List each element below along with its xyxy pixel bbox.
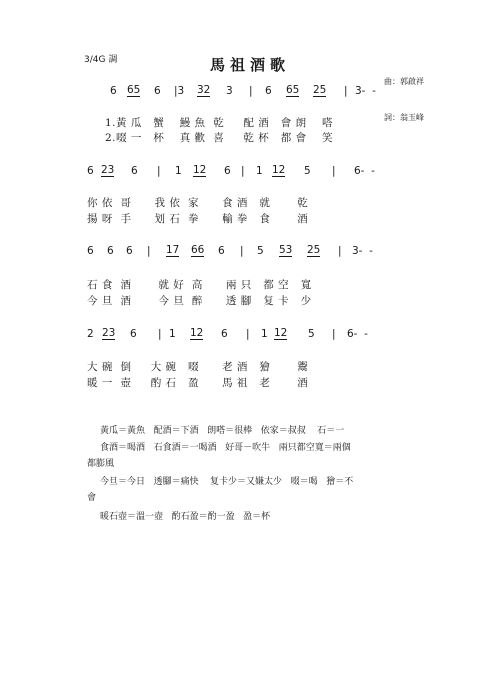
credits bbox=[384, 52, 424, 148]
note: 23 bbox=[102, 327, 116, 339]
composer-credit: 曲：郭啟祥 bbox=[384, 77, 424, 86]
barline: | bbox=[246, 328, 250, 340]
note: 6 bbox=[218, 245, 225, 257]
note: 6 bbox=[154, 85, 161, 97]
note: 32 bbox=[197, 84, 211, 96]
key-signature: 3/4G 調 bbox=[84, 55, 118, 65]
note: 12 bbox=[274, 327, 288, 339]
note: 6 bbox=[221, 328, 228, 340]
note: 3 bbox=[226, 85, 233, 97]
lyric-line-1: 大 碗 倒 大 碗 啜 老 酒 獪 鬻 bbox=[87, 361, 309, 373]
note: 65 bbox=[286, 84, 300, 96]
note: |3 bbox=[174, 85, 185, 97]
note: 12 bbox=[193, 164, 207, 176]
lyric-line-1: 石 食 酒 就 好 高 兩 只 都 空 寬 bbox=[87, 279, 312, 291]
note: 12 bbox=[190, 327, 204, 339]
note: 25 bbox=[313, 84, 327, 96]
note: 6- - bbox=[354, 165, 375, 177]
note: 12 bbox=[272, 164, 286, 176]
lyric-line-2: 今 旦 酒 今 旦 醉 透 腳 复 卡 少 bbox=[87, 295, 312, 307]
note: 53 bbox=[279, 244, 293, 256]
lyric-line-2: 暖 一 壺 酌 石 盈 馬 祖 老 酒 bbox=[87, 377, 309, 389]
note: 6 bbox=[126, 245, 133, 257]
barline: | bbox=[338, 245, 342, 257]
lyricist-credit: 詞：翁玉峰 bbox=[384, 113, 424, 122]
barline: | bbox=[147, 245, 151, 257]
note: 6 bbox=[107, 245, 114, 257]
glossary-line: 暖石壺＝溫一壺 酌石盈＝酌一盈 盈＝杯 bbox=[100, 512, 271, 522]
notation-row-1 bbox=[0, 84, 500, 98]
lyric-line-1: 1.黃 瓜 蟹 鰻 魚 乾 配 酒 會 朗 嗒 bbox=[105, 117, 333, 129]
barline: | bbox=[249, 85, 253, 97]
barline: | bbox=[241, 165, 245, 177]
note: 23 bbox=[101, 164, 115, 176]
note: 1 bbox=[169, 328, 176, 340]
barline: | bbox=[240, 245, 244, 257]
note: 5 bbox=[308, 328, 315, 340]
note: 1 bbox=[261, 328, 268, 340]
note: 6- - bbox=[347, 328, 368, 340]
note: 17 bbox=[166, 244, 180, 256]
barline: | bbox=[332, 165, 336, 177]
glossary-line: 食酒＝喝酒 石食酒＝一喝酒 好哥－吹牛 兩只都空寬＝兩個 bbox=[100, 443, 351, 453]
lyric-line-2: 2.啜 一 杯 真 歡 喜 乾 杯 都 會 笑 bbox=[105, 132, 333, 144]
lyric-line-1: 你 依 哥 我 依 家 食 酒 就 乾 bbox=[87, 197, 309, 209]
note: 6 bbox=[265, 85, 272, 97]
note: 5 bbox=[257, 245, 264, 257]
glossary-line: 都膨風 bbox=[87, 459, 115, 469]
glossary-line: 會 bbox=[87, 493, 97, 503]
note: 6 bbox=[87, 245, 94, 257]
note: 1 bbox=[256, 165, 263, 177]
barline: | bbox=[157, 165, 161, 177]
glossary-line: 黃瓜＝黃魚 配酒＝下酒 朗嗒＝很棒 依家＝叔叔 石＝一 bbox=[100, 426, 345, 436]
note: 6 bbox=[110, 85, 117, 97]
barline: | bbox=[344, 85, 348, 97]
notation-row-3 bbox=[0, 244, 500, 258]
note: 5 bbox=[304, 165, 311, 177]
note: 6 bbox=[130, 328, 137, 340]
notation-row-2 bbox=[0, 164, 500, 178]
note: 66 bbox=[191, 244, 205, 256]
glossary-line: 今旦＝今日 透腳＝痛快 复卡少＝又嫌太少 啜＝喝 獪＝不 bbox=[100, 477, 354, 487]
note: 2 bbox=[87, 328, 94, 340]
note: 3- - bbox=[352, 245, 373, 257]
note: 6 bbox=[224, 165, 231, 177]
barline: | bbox=[332, 328, 336, 340]
note: 1 bbox=[175, 165, 182, 177]
note: 3- - bbox=[355, 85, 376, 97]
lyric-line-2: 揚 呀 手 划 石 拳 輸 拳 食 酒 bbox=[87, 213, 309, 225]
note: 25 bbox=[307, 244, 321, 256]
note: 6 bbox=[87, 165, 94, 177]
notation-row-4 bbox=[0, 327, 500, 341]
note: 65 bbox=[127, 84, 141, 96]
note: 6 bbox=[131, 165, 138, 177]
barline: | bbox=[158, 328, 162, 340]
song-title: 馬祖酒歌 bbox=[209, 56, 290, 74]
